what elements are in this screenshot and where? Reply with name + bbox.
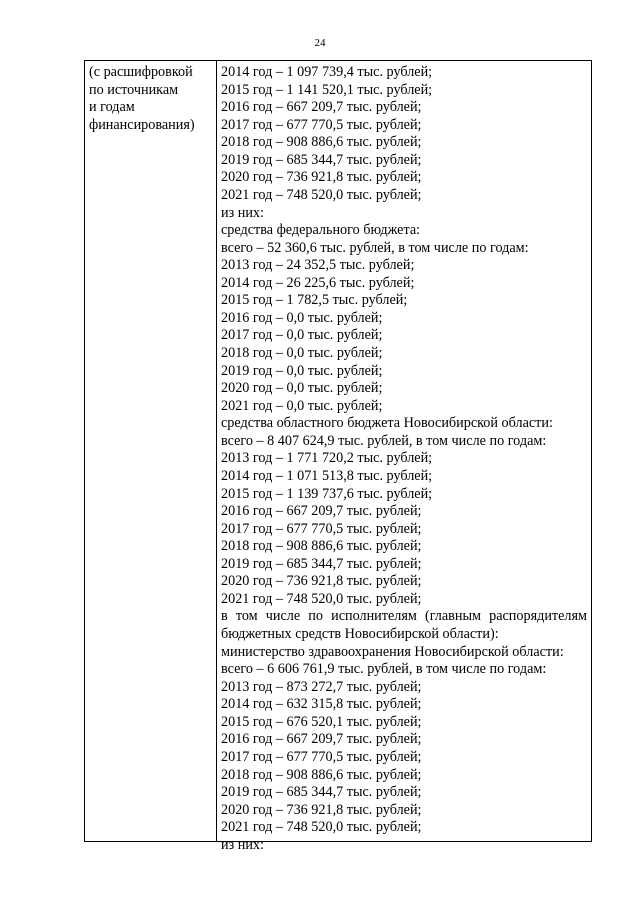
content-line: министерство здравоохранения Новосибирской области: xyxy=(221,643,564,660)
content-line: 2017 год – 677 770,5 тыс. рублей; xyxy=(221,748,422,765)
content-line: 2020 год – 736 921,8 тыс. рублей; xyxy=(221,573,422,590)
content-line: 2021 год – 748 520,0 тыс. рублей; xyxy=(221,186,422,203)
content-line: средства областного бюджета Новосибирской области: xyxy=(221,415,553,432)
label-line: финансирования) xyxy=(89,116,195,133)
content-line: из них: xyxy=(221,204,264,221)
label-line: по источникам xyxy=(89,81,179,98)
content-line: бюджетных средств Новосибирской области): xyxy=(221,626,499,642)
content-line: 2013 год – 1 771 720,2 тыс. рублей; xyxy=(221,450,433,467)
table-label-cell xyxy=(85,61,217,841)
label-line: и годам xyxy=(89,99,135,116)
content-line: 2017 год – 677 770,5 тыс. рублей; xyxy=(221,520,422,537)
content-line: 2014 год – 1 071 513,8 тыс. рублей; xyxy=(221,467,433,484)
content-line: всего – 6 606 761,9 тыс. рублей, в том числе по годам: xyxy=(221,661,547,678)
content-line: 2015 год – 1 139 737,6 тыс. рублей; xyxy=(221,485,433,502)
content-line: 2014 год – 1 097 739,4 тыс. рублей; xyxy=(221,64,433,80)
content-line: 2017 год – 0,0 тыс. рублей; xyxy=(221,327,383,344)
content-line: 2018 год – 908 886,6 тыс. рублей; xyxy=(221,766,422,783)
page-number: 24 xyxy=(314,37,326,49)
content-line: средства федерального бюджета: xyxy=(221,222,421,239)
content-line: 2020 год – 736 921,8 тыс. рублей; xyxy=(221,169,422,186)
content-line: 2018 год – 908 886,6 тыс. рублей; xyxy=(221,134,422,151)
content-line: 2013 год – 24 352,5 тыс. рублей; xyxy=(221,257,415,274)
content-line: 2018 год – 908 886,6 тыс. рублей; xyxy=(221,538,422,555)
label-line: (с расшифровкой xyxy=(89,64,193,80)
table-content-cell xyxy=(217,61,591,853)
content-line: 2020 год – 0,0 тыс. рублей; xyxy=(221,380,383,397)
content-line: 2016 год – 667 209,7 тыс. рублей; xyxy=(221,503,422,520)
content-line: 2019 год – 0,0 тыс. рублей; xyxy=(221,362,383,379)
content-line: 2016 год – 667 209,7 тыс. рублей; xyxy=(221,731,422,748)
content-line: 2016 год – 667 209,7 тыс. рублей; xyxy=(221,99,422,116)
content-line: 2020 год – 736 921,8 тыс. рублей; xyxy=(221,801,422,818)
content-line: 2019 год – 685 344,7 тыс. рублей; xyxy=(221,555,422,572)
content-line: 2013 год – 873 272,7 тыс. рублей; xyxy=(221,678,422,695)
content-line: 2021 год – 0,0 тыс. рублей; xyxy=(221,397,383,414)
content-line: 2015 год – 676 520,1 тыс. рублей; xyxy=(221,713,422,730)
content-line: 2014 год – 632 315,8 тыс. рублей; xyxy=(221,696,422,713)
content-line: 2016 год – 0,0 тыс. рублей; xyxy=(221,309,383,326)
content-line: 2021 год – 748 520,0 тыс. рублей; xyxy=(221,590,422,607)
content-line: 2015 год – 1 141 520,1 тыс. рублей; xyxy=(221,81,433,98)
content-line: всего – 52 360,6 тыс. рублей, в том числе по годам: xyxy=(221,239,529,256)
content-line: 2019 год – 685 344,7 тыс. рублей; xyxy=(221,151,422,168)
content-line: 2017 год – 677 770,5 тыс. рублей; xyxy=(221,116,422,133)
content-line: всего – 8 407 624,9 тыс. рублей, в том числе по годам: xyxy=(221,432,547,449)
financing-table xyxy=(84,60,592,853)
content-line: 2014 год – 26 225,6 тыс. рублей; xyxy=(221,274,415,291)
content-line: 2015 год – 1 782,5 тыс. рублей; xyxy=(221,292,408,309)
content-line: из них: xyxy=(221,836,264,853)
content-line: 2018 год – 0,0 тыс. рублей; xyxy=(221,345,383,361)
content-line: 2019 год – 685 344,7 тыс. рублей; xyxy=(221,784,422,801)
content-line: в том числе по исполнителям (главным распорядителям xyxy=(221,608,587,625)
content-line: 2021 год – 748 520,0 тыс. рублей; xyxy=(221,819,422,836)
